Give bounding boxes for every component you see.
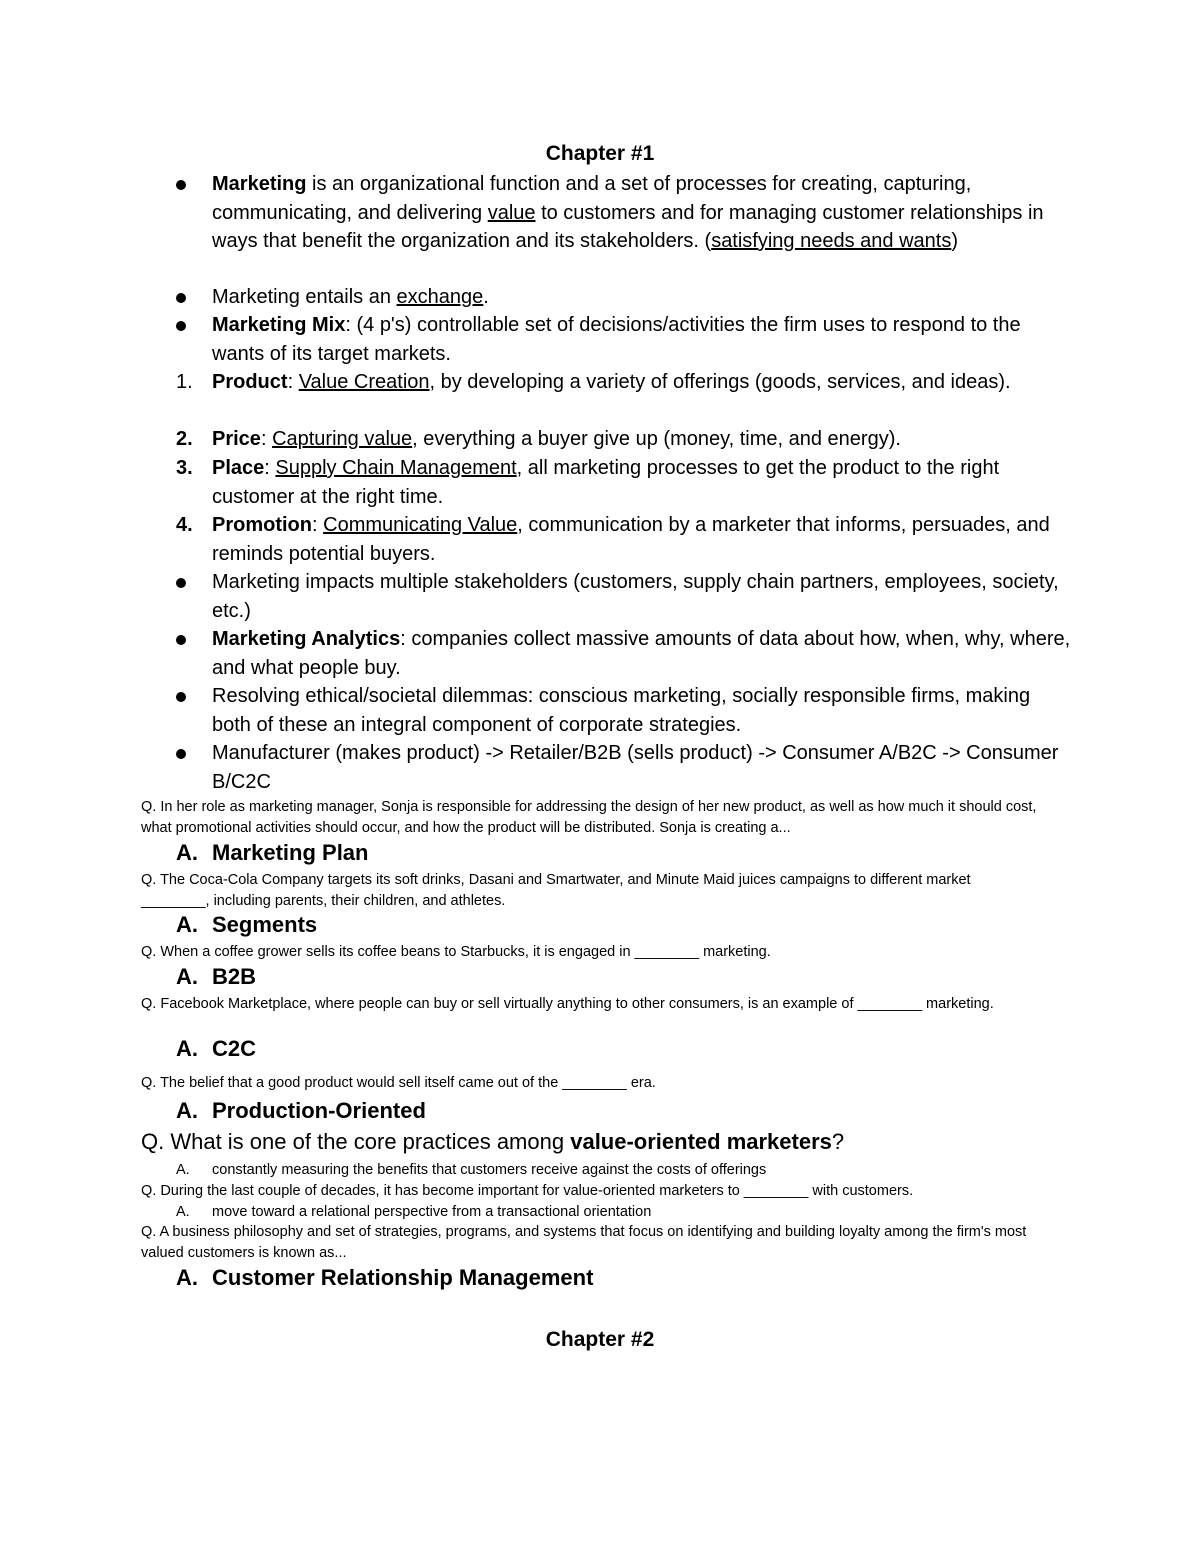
chapter-2-heading: Chapter #2 [545, 1328, 655, 1351]
question-1: Q. In her role as marketing manager, Sonja is responsible for addressing the design of her new product, as well as how much it should cost, what promotional activities should occur, and how the product will be distributed. Sonja is creating a... [141, 799, 1037, 836]
list-number: 4. [176, 514, 193, 536]
list-number: 2. [176, 428, 193, 450]
question-5: Q. The belief that a good product would sell itself came out of the ________ era. [141, 1075, 656, 1091]
underlined-value-creation: Value Creation [298, 371, 430, 393]
chapter-1-heading: Chapter #1 [545, 142, 655, 165]
term-marketing-analytics: Marketing Analytics [212, 628, 401, 650]
list-item-ethics: Resolving ethical/societal dilemmas: conscious marketing, socially responsible firms, making both of these an integral component of corporate strategies. [212, 685, 1031, 736]
list-number: 3. [176, 457, 193, 479]
term-promotion: Promotion [212, 514, 312, 536]
bullet-icon [176, 578, 186, 588]
list-item-marketing-mix: Marketing Mix: (4 p's) controllable set of decisions/activities the firm uses to respond to the wants of its target markets. [212, 314, 1021, 365]
term-marketing-mix: Marketing Mix [212, 314, 346, 336]
list-item-marketing-definition: Marketing is an organizational function and a set of processes for creating, capturing, communicating, and delivering value to customers and for managing customer relationships in ways that benefit the organization and its stakeholders. (satisfying needs and wants) [212, 173, 1044, 252]
bullet-icon [176, 635, 186, 645]
bullet-icon [176, 321, 186, 331]
term-price: Price [212, 428, 261, 450]
list-item-place: Place: Supply Chain Management, all marketing processes to get the product to the right customer at the right time. [212, 457, 1000, 508]
bullet-icon [176, 692, 186, 702]
underlined-exchange: exchange [396, 286, 484, 308]
question-7: Q. During the last couple of decades, it has become important for value-oriented marketers to ________ with customers. [141, 1183, 914, 1199]
underlined-capturing-value: Capturing value [272, 428, 413, 450]
underlined-value: value [487, 201, 536, 224]
term-product: Product [212, 371, 288, 393]
list-item-flow: Manufacturer (makes product) -> Retailer/B2B (sells product) -> Consumer A/B2C -> Consumer B/C2C [212, 742, 1059, 793]
bullet-icon [176, 749, 186, 759]
list-item-marketing-analytics: Marketing Analytics: companies collect massive amounts of data about how, when, why, where, and what people buy. [212, 628, 1071, 679]
term-marketing: Marketing [212, 173, 307, 195]
question-2: Q. The Coca-Cola Company targets its soft drinks, Dasani and Smartwater, and Minute Maid juices campaigns to different market ________, including parents, their children, and athletes. [141, 872, 971, 909]
underlined-supply-chain: Supply Chain Management [275, 457, 517, 479]
list-item-price: Price: Capturing value, everything a buyer give up (money, time, and energy). [212, 428, 901, 450]
bold-value-oriented-marketers: value-oriented marketers [570, 1129, 832, 1154]
document-page: Chapter #1 Marketing is an organizational function and a set of processes for creating, capturing, communicating, and delivering value to customers and for managing customer relationships in ways that benefit the organization and its stakeholders. (satisfying needs and wants) Marketing entails an exchange. Marketing Mix: (4 p's) controllable set of decisions/activities the firm uses to respond to the wants of its target markets. 1. Product: Value Creation, by developing a variety of offerings (goods, services, and ideas). 2. Price: Capturing value, everything a buyer give up (money, time, and energy). 3. Place: Supply Chain Management, all marketing processes to get the product to the right customer at the right time. 4. Promotion: Communicating Value, communication by a marketer that informs, persuades, and reminds potential buyers. Marketing impacts multiple stakeholders (customers, supply chain partners, employees, society, etc.) Marketing Analytics: companies collect massive amounts of data about how, when, why, where, and what people buy. Resolving ethical/societal dilemmas: conscious marketing, socially responsible firms, making both of these an integral component of corporate strategies. Manufacturer (makes product) -> Retailer/B2B (sells product) -> Consumer A/B2C -> Consumer B/C2C Q. In her role as marketing manager, Sonja is responsible for addressing the design of her new product, as well as how much it should cost, what promotional activities should occur, and how the product will be distributed. Sonja is creating a... A. Marketing Plan Q. The Coca-Cola Company targets its soft drinks, Dasani and Smartwater, and Minute Maid juices campaigns to different market ________, including parents, their children, and athletes. A. Segments Q. When a coffee grower sells its coffee beans to Starbucks, it is engaged in ________ marketing. A. B2B Q. Facebook Marketplace, where people can buy or sell virtually anything to other consumers, is an example of ________ marketing. A. C2C Q. The belief that a good product would sell itself came out of the ________ era. A. Production-Oriented Q. What is one of the core practices among value-oriented marketers? A. constantly measuring the benefits that customers receive against the costs of offerings Q. During the last couple of decades, it has become important for value-oriented marketers to ________ with customers. A. move toward a relational perspective from a transactional orientation Q. A business philosophy and set of strategies, programs, and systems that focus on identifying and building loyalty among the firm's most valued customers is known as... A. Customer Relationship Management Chapter #2 [0, 0, 1200, 1553]
underlined-satisfying-needs: satisfying needs and wants [711, 230, 952, 252]
list-item-product: Product: Value Creation, by developing a variety of offerings (goods, services, and ideas). [212, 371, 1011, 393]
question-4: Q. Facebook Marketplace, where people can buy or sell virtually anything to other consumers, is an example of ________ marketing. [141, 996, 994, 1012]
list-item-exchange: Marketing entails an exchange. [212, 286, 489, 308]
question-8: Q. A business philosophy and set of strategies, programs, and systems that focus on identifying and building loyalty among the firm's most valued customers is known as... [141, 1224, 1027, 1261]
list-item-stakeholders: Marketing impacts multiple stakeholders (customers, supply chain partners, employees, society, etc.) [212, 571, 1059, 622]
list-item-promotion: Promotion: Communicating Value, communication by a marketer that informs, persuades, and reminds potential buyers. [212, 514, 1050, 565]
bullet-icon [176, 180, 186, 190]
question-3: Q. When a coffee grower sells its coffee beans to Starbucks, it is engaged in ________ marketing. [141, 944, 771, 960]
underlined-communicating-value: Communicating Value [323, 514, 518, 536]
bullet-icon [176, 293, 186, 303]
question-6: Q. What is one of the core practices among value-oriented marketers? [141, 1129, 845, 1154]
term-place: Place [212, 457, 265, 479]
list-number: 1. [176, 371, 193, 393]
